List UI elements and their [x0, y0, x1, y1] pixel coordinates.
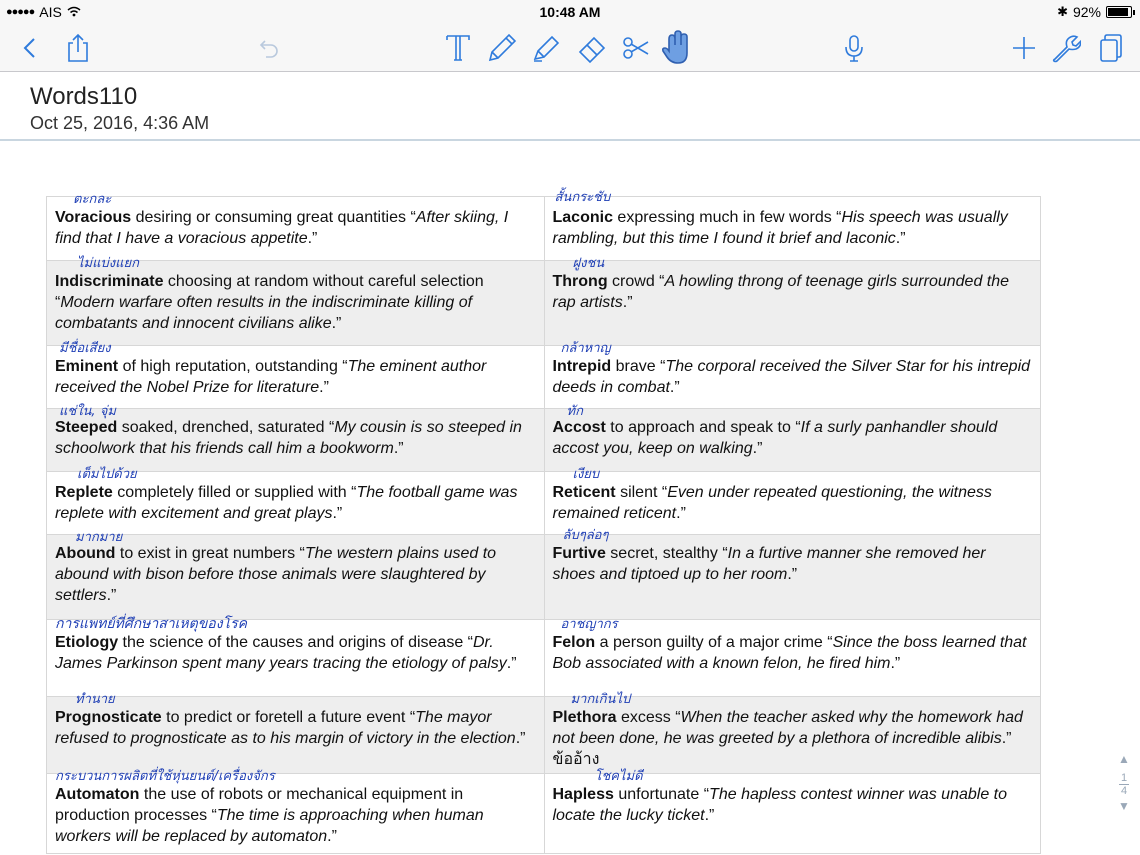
vocab-term: Hapless — [552, 786, 614, 803]
hand-pointer-icon[interactable] — [658, 29, 696, 67]
table-row — [47, 190, 1040, 260]
handwritten-note: โชคไม่ดี — [594, 769, 643, 784]
vocab-example: My cousin is so steeped in schoolwork that his friends call him a bookworm — [55, 419, 522, 457]
vocab-example: The eminent author received the Nobel Prize for literature — [55, 358, 487, 396]
vocab-term: Furtive — [552, 545, 606, 562]
handwritten-note: ไม่แบ่งแยก — [77, 256, 139, 271]
page-total: 4 — [1120, 785, 1128, 797]
table-row — [47, 769, 1040, 853]
quote-end: .” — [319, 379, 329, 396]
vocab-cell — [47, 616, 544, 696]
vocab-definition: brave “ — [611, 358, 666, 375]
quote-end: .” — [890, 655, 901, 672]
vocab-example: The time is approaching when human workers will be replaced by automaton — [55, 807, 484, 845]
plus-icon[interactable] — [1008, 32, 1040, 64]
status-bar — [0, 0, 1140, 24]
vocab-example: A howling throng of teenage girls surrounded the rap artists — [552, 273, 1010, 311]
quote-end: .” ข้ออ้าง — [552, 730, 1012, 768]
vocab-cell — [544, 341, 1041, 408]
vocab-definition: to exist in great numbers “ — [115, 545, 305, 562]
vocab-definition: expressing much in few words “ — [612, 209, 842, 226]
vocab-term: Plethora — [552, 709, 617, 726]
share-icon[interactable] — [62, 32, 94, 64]
carrier-label: AIS — [39, 4, 62, 20]
clock: 10:48 AM — [539, 4, 601, 20]
quote-end: .” — [622, 294, 633, 311]
page-scroller[interactable] — [1116, 752, 1132, 832]
signal-icon: ●●●●● — [6, 6, 35, 18]
vocab-cell — [47, 692, 544, 773]
table-row — [47, 467, 1040, 534]
vocab-term: Eminent — [55, 358, 119, 375]
document-header — [0, 73, 1140, 141]
table-row — [47, 616, 1040, 696]
vocab-cell — [47, 192, 544, 260]
vocab-cell — [47, 530, 544, 619]
eraser-icon[interactable] — [576, 32, 608, 64]
vocab-example: After skiing, I find that I have a voracious appetite — [55, 209, 509, 247]
handwritten-note: กระบวนการผลิตที่ใช้หุ่นยนต์/เครื่องจักร — [55, 769, 275, 784]
vocab-example: Since the boss learned that Bob associated with a known felon, he fired him — [552, 634, 1027, 672]
vocab-definition: choosing at random without careful selection “ — [55, 273, 484, 311]
quote-end: .” — [307, 230, 318, 247]
quote-end: .” — [332, 505, 343, 522]
vocab-example: Even under repeated questioning, the witness remained reticent — [552, 484, 992, 522]
vocab-cell — [544, 617, 1041, 696]
page-up-icon[interactable]: ▲ — [1118, 752, 1130, 766]
vocab-term: Laconic — [552, 209, 613, 226]
vocab-definition: crowd “ — [607, 273, 665, 290]
vocab-definition: the use of robots or mechanical equipment in production processes “ — [55, 786, 464, 824]
battery-icon — [1106, 6, 1132, 18]
pages-icon[interactable] — [1094, 32, 1126, 64]
vocab-cell — [544, 190, 1041, 260]
vocab-cell — [47, 341, 544, 408]
quote-end: .” — [787, 566, 798, 583]
document-date: Oct 25, 2016, 4:36 AM — [30, 113, 210, 133]
highlighter-icon[interactable] — [530, 32, 562, 64]
vocab-term: Felon — [552, 634, 596, 651]
vocab-cell — [47, 256, 544, 345]
page-current: 1 — [1120, 772, 1128, 784]
vocab-example: The western plains used to abound with bison before those animals were slaughtered by settlers — [55, 545, 497, 604]
vocab-definition: to predict or foretell a future event “ — [161, 709, 416, 726]
vocab-term: Steeped — [55, 419, 118, 436]
vocab-term: Accost — [552, 419, 606, 436]
vocab-definition: soaked, drenched, saturated “ — [117, 419, 335, 436]
pen-icon[interactable] — [486, 32, 518, 64]
vocab-example: When the teacher asked why the homework had not been done, he was greeted by a plethora of incredible alibis — [552, 709, 1023, 747]
quote-end: .” — [752, 440, 763, 457]
text-tool-icon[interactable] — [442, 32, 474, 64]
handwritten-note: มีชื่อเสียง — [59, 341, 111, 356]
document-page[interactable] — [0, 143, 1140, 855]
table-row — [47, 341, 1040, 408]
handwritten-note: ตะกละ — [73, 192, 112, 207]
page-down-icon[interactable]: ▼ — [1118, 799, 1130, 813]
vocab-example: In a furtive manner she removed her shoes and tiptoed up to her room — [552, 545, 986, 583]
handwritten-note: เต็มไปด้วย — [77, 467, 137, 482]
handwritten-note: ฝูงชน — [572, 256, 605, 271]
vocab-term: Etiology — [55, 634, 119, 651]
vocab-term: Replete — [55, 484, 113, 501]
vocab-cell — [544, 467, 1041, 534]
handwritten-note: มากมาย — [75, 530, 123, 545]
quote-end: .” — [515, 730, 526, 747]
toolbar — [0, 24, 1140, 72]
handwritten-note: กล้าหาญ — [560, 341, 611, 356]
quote-end: .” — [669, 379, 680, 396]
handwritten-note: ทำนาย — [75, 692, 115, 707]
vocab-cell — [47, 769, 544, 853]
handwritten-note: มากเกินไป — [570, 692, 631, 707]
vocab-cell — [544, 692, 1041, 773]
vocab-definition: unfortunate “ — [613, 786, 710, 803]
vocab-definition: to approach and speak to “ — [605, 419, 801, 436]
scissors-icon[interactable] — [620, 32, 652, 64]
quote-end: .” — [704, 807, 715, 824]
handwritten-note: การแพทย์ที่ศึกษาสาเหตุของโรค — [55, 616, 247, 632]
vocab-example: Modern warfare often results in the indiscriminate killing of combatants and innocent civilians alike — [55, 294, 473, 332]
vocab-example: His speech was usually rambling, but this time I found it brief and laconic — [552, 209, 1008, 247]
vocab-definition: excess “ — [616, 709, 681, 726]
vocab-table — [46, 190, 1041, 854]
battery-percent: 92% — [1072, 4, 1101, 20]
vocab-term: Intrepid — [552, 358, 612, 375]
quote-end: .” — [506, 655, 517, 672]
status-right — [1057, 4, 1132, 20]
vocab-definition: desiring or consuming great quantities “ — [131, 209, 416, 226]
vocab-cell — [544, 528, 1041, 619]
vocab-cell — [47, 467, 544, 534]
vocab-term: Prognosticate — [55, 709, 162, 726]
vocab-example: The mayor refused to prognosticate as to his margin of victory in the election — [55, 709, 516, 747]
vocab-term: Automaton — [55, 786, 140, 803]
handwritten-note: ทัก — [566, 404, 583, 419]
vocab-example: The hapless contest winner was unable to locate the lucky ticket — [552, 786, 1007, 824]
vocab-example: The football game was replete with excitement and great plays — [55, 484, 518, 522]
handwritten-note: ลับๆล่อๆ — [562, 528, 609, 543]
vocab-term: Reticent — [552, 484, 616, 501]
quote-end: .” — [895, 230, 906, 247]
microphone-icon[interactable] — [838, 32, 870, 64]
quote-end: .” — [393, 440, 404, 457]
vocab-definition: secret, stealthy “ — [605, 545, 728, 562]
table-row — [47, 692, 1040, 773]
vocab-cell — [544, 256, 1041, 345]
table-row — [47, 404, 1040, 471]
vocab-term: Throng — [552, 273, 608, 290]
vocab-example: The corporal received the Silver Star for his intrepid deeds in combat — [552, 358, 1031, 396]
quote-end: .” — [676, 505, 686, 522]
wrench-icon[interactable] — [1050, 32, 1082, 64]
vocab-definition: completely filled or supplied with “ — [112, 484, 357, 501]
vocab-cell — [47, 404, 544, 471]
bluetooth-icon: ✱ — [1057, 4, 1068, 19]
document-title[interactable]: Words110 — [30, 83, 138, 110]
quote-end: .” — [331, 315, 342, 332]
undo-icon[interactable] — [253, 32, 285, 64]
chevron-left-icon[interactable] — [14, 32, 46, 64]
vocab-definition: silent “ — [615, 484, 668, 501]
handwritten-note: อาชญากร — [560, 617, 618, 632]
vocab-cell — [544, 769, 1041, 853]
handwritten-note: เงียบ — [572, 467, 600, 482]
vocab-example: If a surly panhandler should accost you, keep on walking — [552, 419, 998, 457]
vocab-definition: the science of the causes and origins of disease “ — [118, 634, 473, 651]
quote-end: .” — [327, 828, 337, 845]
quote-end: .” — [106, 587, 117, 604]
vocab-cell — [544, 404, 1041, 471]
vocab-term: Abound — [55, 545, 116, 562]
vocab-example: Dr. James Parkinson spent many years tracing the etiology of palsy — [55, 634, 507, 672]
vocab-definition: a person guilty of a major crime “ — [595, 634, 833, 651]
table-row — [47, 256, 1040, 345]
vocab-definition: of high reputation, outstanding “ — [118, 358, 348, 375]
handwritten-note: แช่ใน, จุ่ม — [59, 404, 116, 419]
table-row — [47, 528, 1040, 619]
handwritten-note: สั้นกระชับ — [554, 190, 611, 205]
vocab-term: Indiscriminate — [55, 273, 164, 290]
vocab-term: Voracious — [55, 209, 132, 226]
